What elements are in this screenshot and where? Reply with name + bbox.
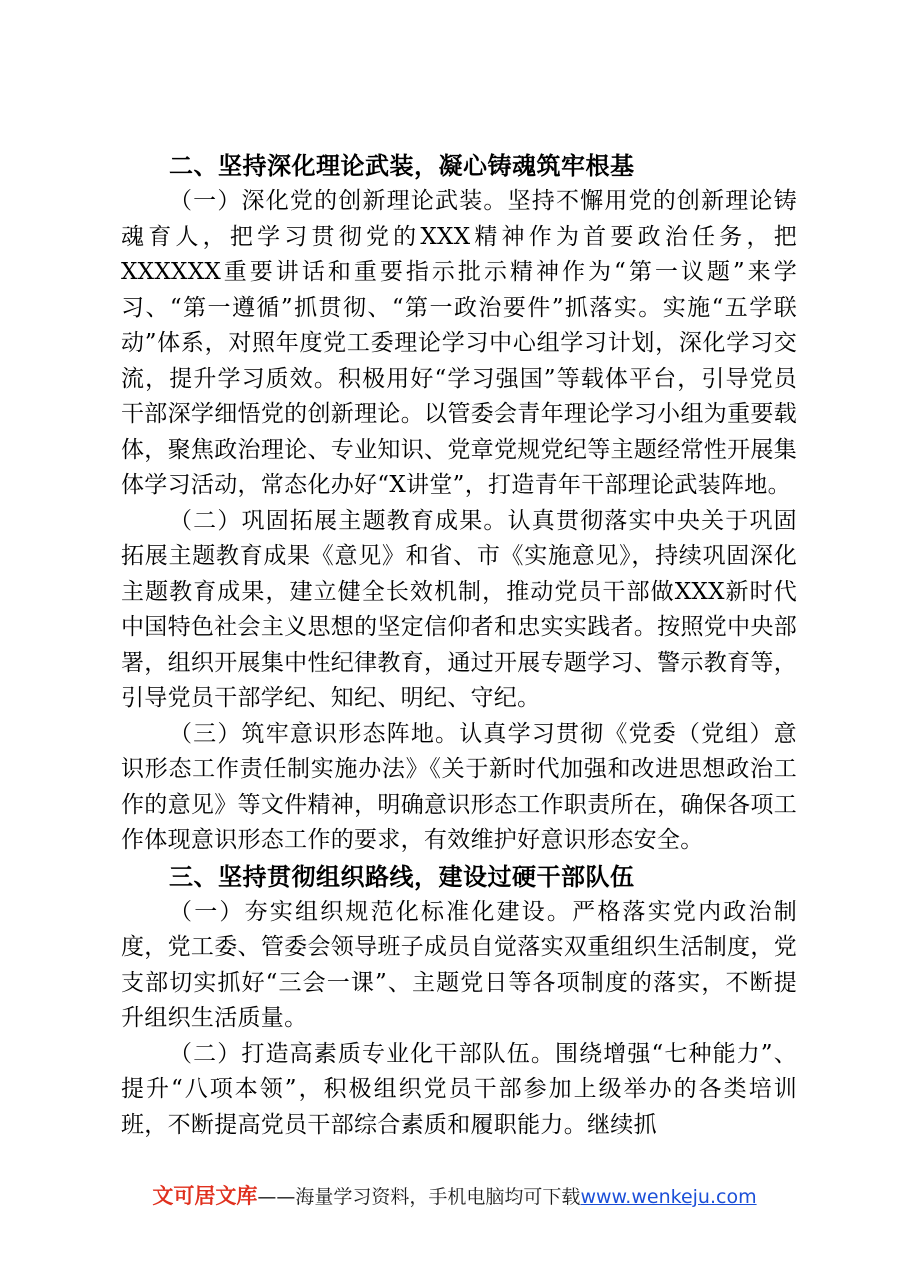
section-heading-3: 三、坚持贯彻组织路线，建设过硬干部队伍	[169, 862, 635, 891]
document-body	[121, 148, 797, 1143]
paragraph-2-3: （三）筑牢意识形态阵地。认真学习贯彻《党委（党组）意识形态工作责任制实施办法》《关于新时代加强和改进思想政治工作的意见》等文件精神，明确意识形态工作职责所在，确保各项工作体现意识形态工作的要求，有效维护好意识形态安全。	[121, 720, 797, 853]
footer-tagline: ——海量学习资料，手机电脑均可下载	[257, 1186, 581, 1208]
footer-banner	[0, 1183, 909, 1210]
footer-brand: 文可居文库	[152, 1184, 258, 1208]
footer-link[interactable]: www.wenkeju.com	[580, 1186, 757, 1208]
paragraph-2-2: （二）巩固拓展主题教育成果。认真贯彻落实中央关于巩固拓展主题教育成果《意见》和省、市《实施意见》，持续巩固深化主题教育成果，建立健全长效机制，推动党员干部做XXX新时代中国特色社会主义思想的坚定信仰者和忠实实践者。按照党中央部署，组织开展集中性纪律教育，通过开展专题学习、警示教育等，引导党员干部学纪、知纪、明纪、守纪。	[121, 507, 797, 711]
paragraph-2-1: （一）深化党的创新理论武装。坚持不懈用党的创新理论铸魂育人，把学习贯彻党的XXX精神作为首要政治任务，把XXXXXX重要讲话和重要指示批示精神作为“第一议题”来学习、“第一遵循”抓贯彻、“第一政治要件”抓落实。实施“五学联动”体系，对照年度党工委理论学习中心组学习计划，深化学习交流，提升学习质效。积极用好“学习强国”等载体平台，引导党员干部深学细悟党的创新理论。以管委会青年理论学习小组为重要载体，聚焦政治理论、专业知识、党章党规党纪等主题经常性开展集体学习活动，常态化办好“X讲堂”，打造青年干部理论武装阵地。	[121, 188, 797, 498]
paragraph-3-2: （二）打造高素质专业化干部队伍。围绕增强“七种能力”、提升“八项本领”，积极组织党员干部参加上级举办的各类培训班，不断提高党员干部综合素质和履职能力。继续抓	[121, 1040, 797, 1138]
paragraph-3-1: （一）夯实组织规范化标准化建设。严格落实党内政治制度，党工委、管委会领导班子成员自觉落实双重组织生活制度，党支部切实抓好“三会一课”、主题党日等各项制度的落实，不断提升组织生活质量。	[121, 898, 797, 1031]
section-heading-2: 二、坚持深化理论武装，凝心铸魂筑牢根基	[169, 152, 635, 180]
